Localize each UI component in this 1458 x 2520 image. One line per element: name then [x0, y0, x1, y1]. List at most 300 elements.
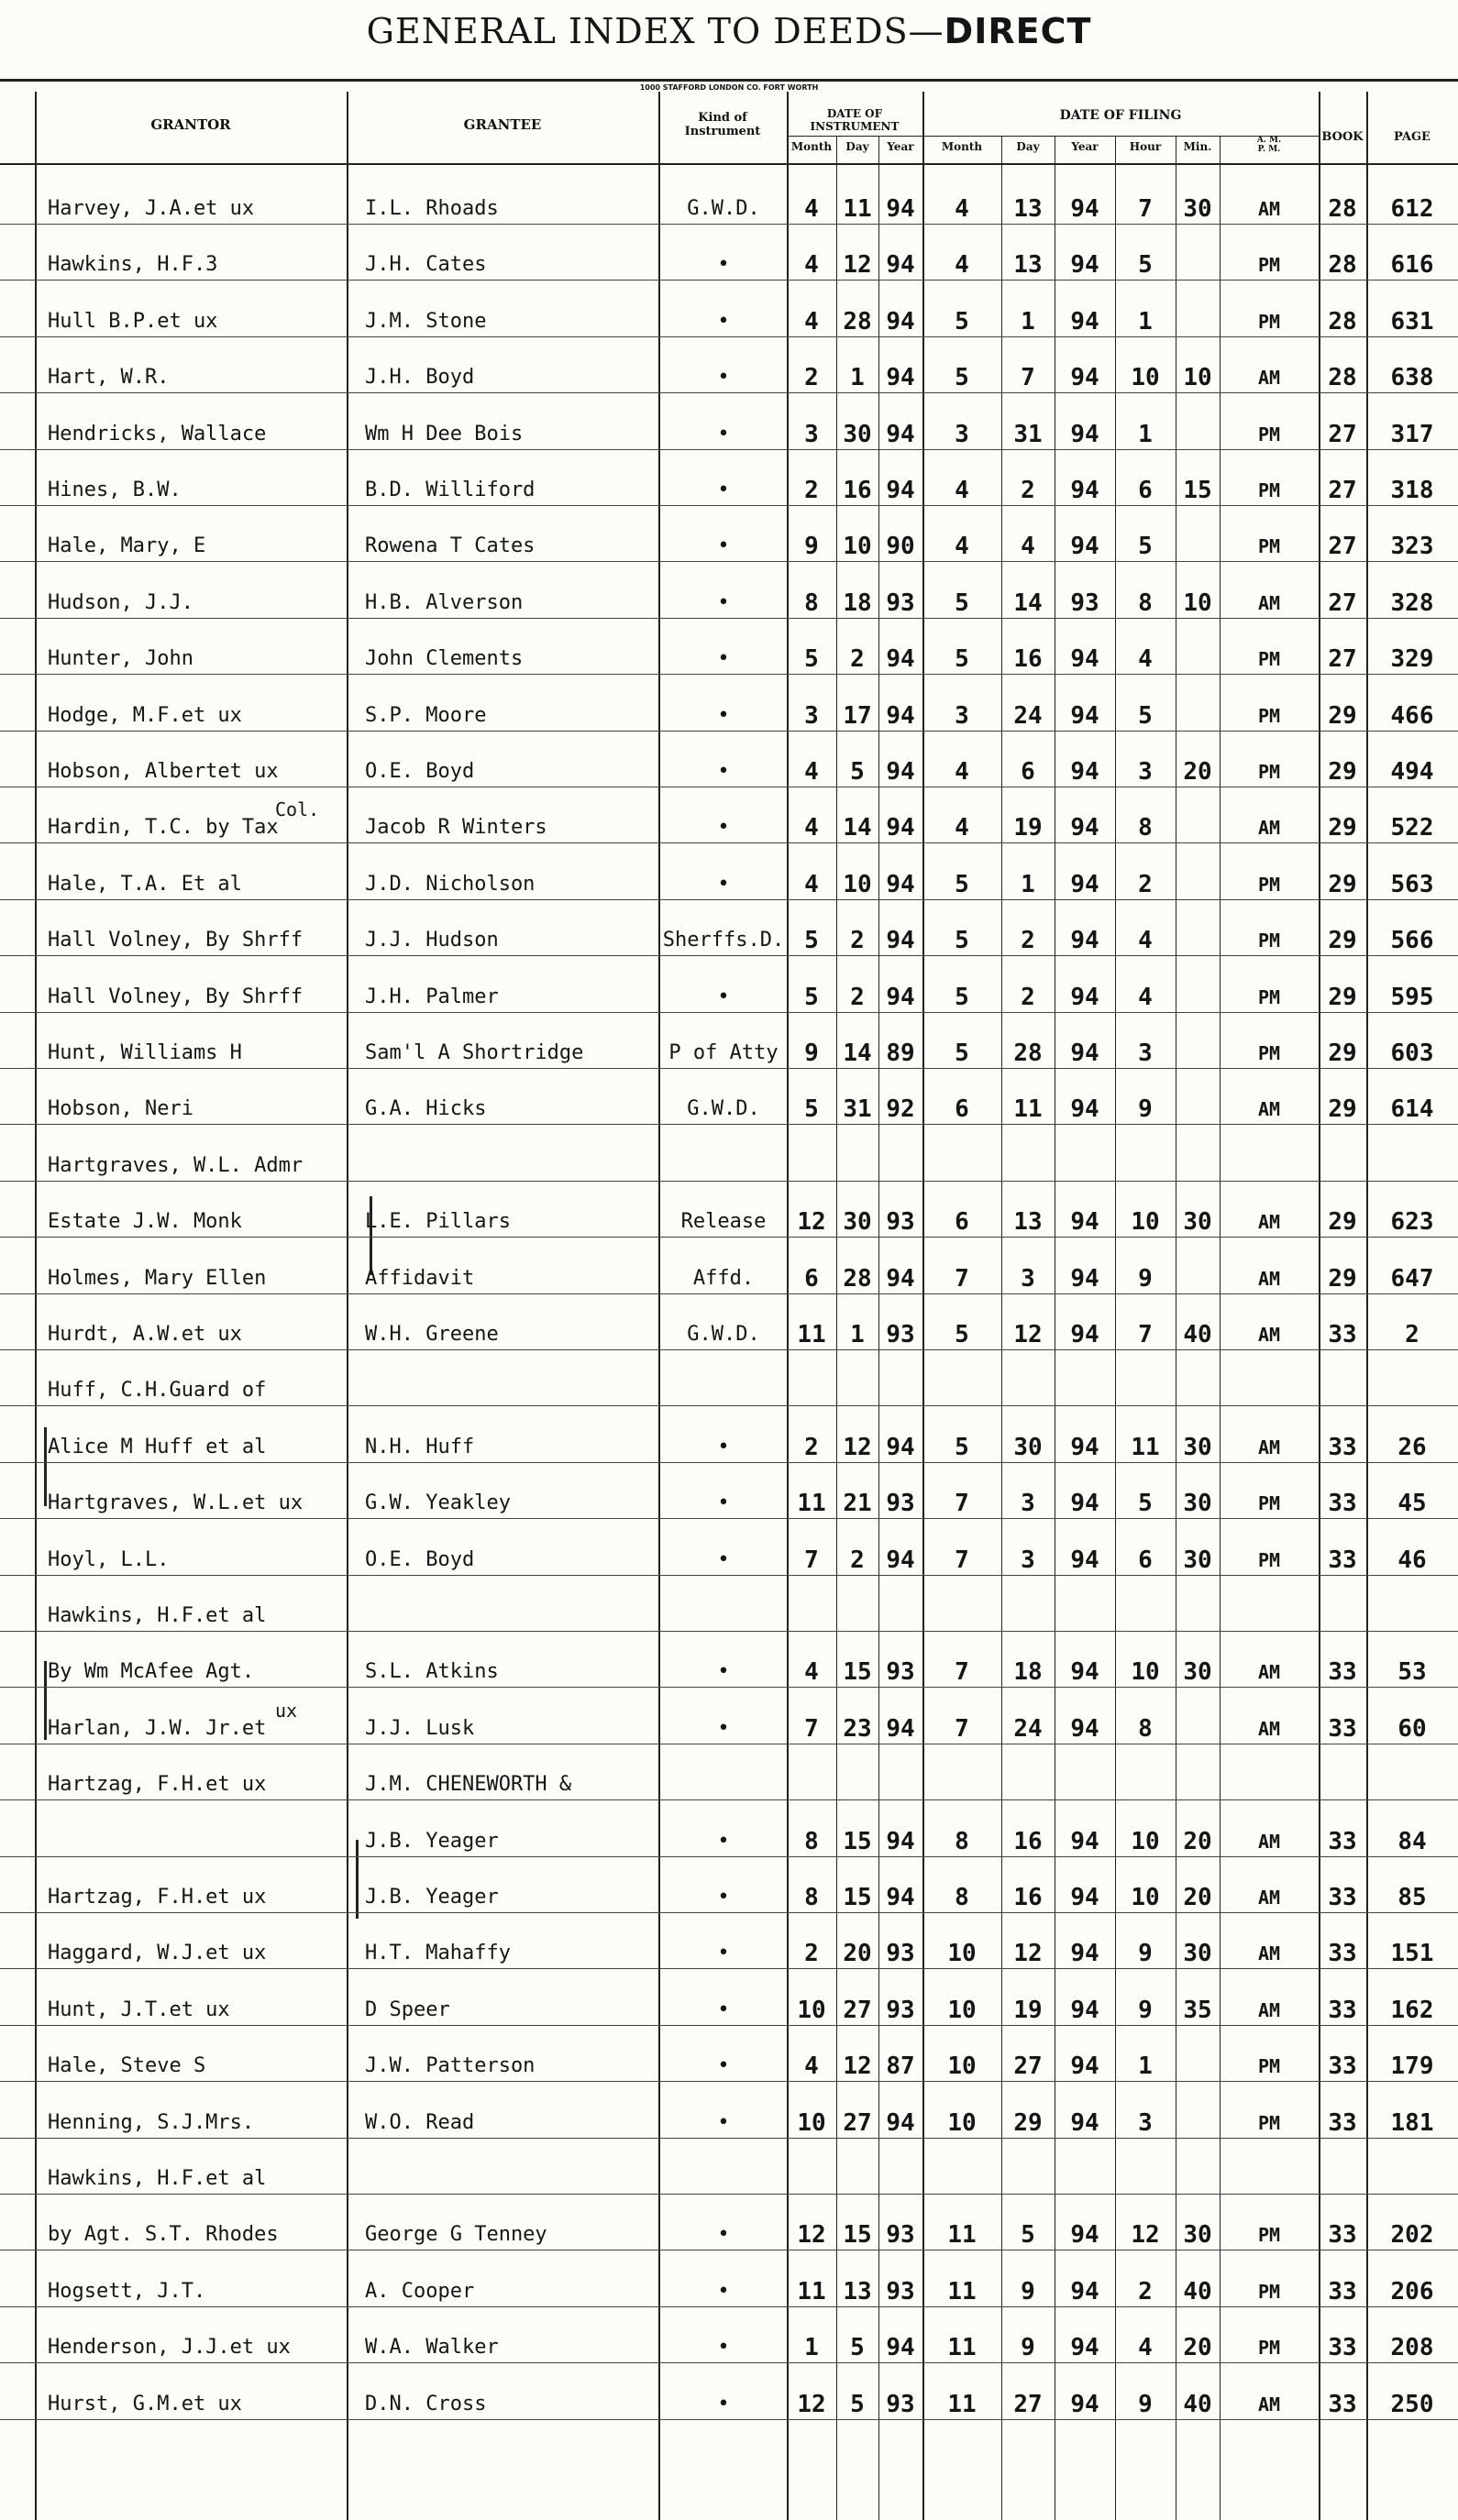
grantee-cell: J.D. Nicholson [365, 872, 536, 896]
grantee-cell: O.E. Boyd [365, 1547, 475, 1571]
table-row [0, 699, 1458, 736]
grantee-cell: J.M. CHENEWORTH & [365, 1773, 572, 1797]
instrument-month-cell: 8 [804, 589, 819, 617]
ampm-cell: PM [1257, 2280, 1281, 2303]
filing-hour-cell: 1 [1138, 307, 1153, 336]
grantee-rule [658, 92, 660, 2520]
instrument-year-cell: 94 [886, 1264, 915, 1293]
row-rule [0, 2025, 1458, 2026]
filing-day-cell: 2 [1021, 927, 1035, 955]
grantor-cell: Hendricks, Wallace [48, 422, 267, 446]
table-row [0, 2331, 1458, 2368]
filing-year-cell: 94 [1070, 983, 1099, 1011]
filing-hour-cell: 3 [1138, 2108, 1153, 2137]
grantor-cell: Hunt, J.T.et ux [48, 1997, 230, 2021]
ampm-cell: PM [1257, 1492, 1281, 1515]
ampm-cell: AM [1257, 1211, 1281, 1234]
instrument-day-cell: 23 [843, 1714, 872, 1743]
book-cell: 33 [1328, 1658, 1357, 1687]
page-cell: 181 [1390, 2108, 1434, 2137]
ampm-header [1220, 136, 1319, 155]
filing-month-cell: 5 [955, 1321, 969, 1348]
filing-year-cell: 94 [1070, 364, 1099, 392]
instrument-kind-cell: Affd. [692, 1266, 755, 1290]
page-cell: 323 [1390, 533, 1434, 561]
filing-day-cell: 29 [1013, 2108, 1043, 2137]
instrument-year-cell: 90 [886, 533, 915, 561]
filing-hour-cell: 8 [1138, 814, 1153, 842]
grantee-cell: J.H. Palmer [365, 985, 499, 1008]
grantor-cell: Hart, W.R. [48, 366, 170, 390]
filing-month-cell: 7 [955, 1714, 969, 1743]
filing-year-cell: 94 [1070, 1208, 1099, 1237]
filing-day-cell: 19 [1013, 1996, 1043, 2024]
table-row [0, 1150, 1458, 1186]
instrument-day-cell: 13 [843, 2277, 872, 2305]
grantor-cell: Harvey, J.A.et ux [48, 197, 255, 220]
top-border [0, 79, 1458, 82]
grantee-cell: Wm H Dee Bois [365, 422, 524, 446]
instrument-day-cell: 12 [843, 1433, 872, 1461]
filing-month-cell: 11 [947, 2221, 977, 2250]
ampm-cell: PM [1257, 310, 1281, 333]
instrument-year-cell: 94 [886, 983, 915, 1011]
book-cell: 28 [1328, 307, 1357, 336]
instrument-month-cell: 10 [797, 2108, 826, 2137]
row-rule [0, 1518, 1458, 1519]
row-rule [0, 1237, 1458, 1238]
filing-month-cell: 5 [955, 1040, 969, 1067]
instrument-month-cell: 7 [804, 1546, 819, 1574]
ampm-rule [1319, 92, 1320, 2520]
page-cell: 60 [1397, 1714, 1427, 1743]
grantee-cell: J.B. Yeager [365, 1829, 499, 1853]
instrument-kind-cell: • [717, 422, 730, 446]
instrument-year-cell: 94 [886, 1546, 915, 1574]
table-row [0, 2275, 1458, 2312]
instrument-year-cell: 94 [886, 1884, 915, 1911]
filing-month-cell: 10 [947, 2108, 977, 2137]
book-cell: 33 [1328, 2108, 1357, 2137]
page-cell: 26 [1397, 1433, 1427, 1461]
ampm-cell: PM [1257, 2111, 1281, 2134]
filing-month-cell: 10 [947, 2052, 977, 2081]
filing-minute-cell: 30 [1183, 1546, 1212, 1574]
ampm-cell: PM [1257, 648, 1281, 671]
filing-day-cell: 13 [1013, 195, 1043, 223]
filing-month-cell: 4 [955, 814, 969, 842]
table-row [0, 924, 1458, 961]
filing-month-cell: 4 [955, 533, 969, 561]
filing-month-cell: 6 [955, 1095, 969, 1124]
ampm-cell: AM [1257, 591, 1281, 614]
filing-hour-cell: 10 [1131, 1208, 1160, 1237]
grantor-cell: Hale, Mary, E [48, 534, 206, 558]
instrument-month-cell: 2 [804, 1433, 819, 1461]
filing-month-cell: 6 [955, 1208, 969, 1237]
filing-day-cell: 19 [1013, 814, 1043, 842]
table-row [0, 798, 1458, 848]
grantor-cell: Hale, T.A. Et al [48, 872, 242, 896]
grantee-cell: W.H. Greene [365, 1323, 499, 1346]
filing-year-cell: 94 [1070, 1658, 1099, 1687]
grantee-cell: Affidavit [365, 1266, 475, 1290]
page-cell: 647 [1390, 1264, 1434, 1293]
instrument-year-cell: 93 [886, 1321, 915, 1348]
row-rule [0, 955, 1458, 956]
grantee-cell: A. Cooper [365, 2279, 475, 2303]
row-rule [0, 899, 1458, 900]
grantor-header: GRANTOR [150, 116, 231, 133]
filing-year-cell: 94 [1070, 814, 1099, 842]
filing-hour-cell: 3 [1138, 1040, 1153, 1067]
book-cell: 29 [1328, 870, 1357, 898]
filing-day-cell: 12 [1013, 1321, 1043, 1348]
kind-header-line2: Instrument [684, 124, 761, 138]
filing-month-cell: 5 [955, 927, 969, 955]
ampm-cell: AM [1257, 1830, 1281, 1853]
page-cell: 566 [1390, 927, 1434, 955]
instrument-month-cell: 2 [804, 364, 819, 392]
filing-hour-cell: 2 [1138, 870, 1153, 898]
table-row [0, 193, 1458, 229]
instrument-kind-cell: • [717, 985, 730, 1008]
filing-month-cell: 10 [947, 1940, 977, 1968]
instrument-day-cell: 15 [843, 1827, 872, 1855]
filing-month-cell: 5 [955, 307, 969, 336]
page-cell: 45 [1397, 1490, 1427, 1518]
table-row [0, 474, 1458, 511]
instrument-day-cell: 10 [843, 533, 872, 561]
book-cell: 33 [1328, 1714, 1357, 1743]
filing-year-cell: 94 [1070, 533, 1099, 561]
table-row [0, 1037, 1458, 1073]
grantee-cell: J.H. Cates [365, 253, 487, 277]
filing-hour-cell: 5 [1138, 533, 1153, 561]
instrument-month-cell: 3 [804, 701, 819, 730]
kind-header [658, 112, 787, 139]
instrument-kind-cell: • [717, 703, 730, 727]
table-row [0, 2218, 1458, 2255]
grantee-cell: J.H. Boyd [365, 366, 475, 390]
filing-hour-cell: 4 [1138, 2334, 1153, 2362]
filing-hour-cell: 4 [1138, 983, 1153, 1011]
instrument-kind-cell: • [717, 2336, 730, 2360]
filing-year-cell: 93 [1070, 589, 1099, 617]
table-row [0, 2162, 1458, 2199]
filing-year-cell: 94 [1070, 1714, 1099, 1743]
grantor-cell: Hunter, John [48, 647, 193, 671]
grantee-cell: J.M. Stone [365, 309, 487, 333]
grantor-cell: Hurst, G.M.et ux [48, 2392, 242, 2415]
table-row [0, 755, 1458, 792]
instrument-year-cell: 94 [886, 1714, 915, 1743]
instrument-kind-cell: • [717, 760, 730, 783]
filing-minute-cell: 40 [1183, 2277, 1212, 2305]
ampm-cell: PM [1257, 2337, 1281, 2360]
instrument-kind-cell: • [717, 1491, 730, 1515]
instrument-kind-cell: • [717, 1886, 730, 1909]
filing-month-cell: 7 [955, 1490, 969, 1518]
filing-day-cell: 16 [1013, 645, 1043, 674]
filing-hour-cell: 5 [1138, 701, 1153, 730]
book-cell: 33 [1328, 2277, 1357, 2305]
grantee-cell: Rowena T Cates [365, 534, 536, 558]
instrument-kind-cell: • [717, 647, 730, 671]
filing-hour-cell: 1 [1138, 2052, 1153, 2081]
filing-year-cell: 94 [1070, 1095, 1099, 1124]
book-cell: 29 [1328, 701, 1357, 730]
filing-month-cell: 10 [947, 1996, 977, 2024]
filing-month-cell: 7 [955, 1546, 969, 1574]
filing-hour-cell: 6 [1138, 1546, 1153, 1574]
instrument-day-cell: 27 [843, 2108, 872, 2137]
page-cell: 603 [1390, 1040, 1434, 1067]
page-cell: 631 [1390, 307, 1434, 336]
filing-hour-cell: 8 [1138, 589, 1153, 617]
filing-year-cell: 94 [1070, 307, 1099, 336]
grantee-cell: J.W. Patterson [365, 2054, 536, 2078]
grantee-cell: W.A. Walker [365, 2336, 499, 2360]
grantee-cell: S.L. Atkins [365, 1660, 499, 1684]
instrument-year-cell: 93 [886, 1996, 915, 2024]
grantor-cell: Henning, S.J.Mrs. [48, 2110, 255, 2134]
instrument-year-cell: 92 [886, 1095, 915, 1124]
instrument-year-cell: 94 [886, 758, 915, 786]
grantor-cell: Hoyl, L.L. [48, 1547, 170, 1571]
instrument-day-cell: 18 [843, 589, 872, 617]
ampm-cell: PM [1257, 873, 1281, 896]
grantor-annotation: Col. [275, 798, 320, 821]
filing-day-cell: 24 [1013, 701, 1043, 730]
instrument-day-cell: 14 [843, 814, 872, 842]
book-cell: 33 [1328, 1321, 1357, 1348]
filing-day-cell: 16 [1013, 1827, 1043, 1855]
row-rule [0, 1181, 1458, 1182]
row-rule [0, 2306, 1458, 2307]
row-rule [0, 1349, 1458, 1350]
instrument-month-cell: 4 [804, 195, 819, 223]
filing-hour-cell: 3 [1138, 758, 1153, 786]
row-rule [0, 2362, 1458, 2363]
instrument-kind-cell: • [717, 1716, 730, 1740]
filing-minute-cell: 20 [1183, 758, 1212, 786]
book-cell: 33 [1328, 1546, 1357, 1574]
row-rule [0, 2419, 1458, 2420]
filing-minute-cell: 15 [1183, 477, 1212, 504]
table-row [0, 868, 1458, 905]
book-cell: 27 [1328, 420, 1357, 448]
row-rule [0, 1631, 1458, 1632]
page-cell: 53 [1397, 1658, 1427, 1687]
filing-day-cell: 27 [1013, 2052, 1043, 2081]
instrument-year-cell: 94 [886, 364, 915, 392]
ampm-cell: PM [1257, 535, 1281, 558]
row-rule [0, 2081, 1458, 2082]
instrument-year-cell: 93 [886, 2277, 915, 2305]
grantor-cell: Hale, Steve S [48, 2054, 206, 2078]
table-row [0, 1600, 1458, 1636]
instrument-kind-cell: • [717, 479, 730, 501]
instrument-kind-cell: • [717, 2223, 730, 2247]
grantee-cell: L.E. Pillars [365, 1210, 511, 1234]
table-row [0, 1768, 1458, 1805]
filing-hour-cell: 12 [1131, 2221, 1160, 2250]
row-rule [0, 1293, 1458, 1294]
grantor-rule [347, 92, 348, 2520]
grantee-cell: George G Tenney [365, 2223, 547, 2247]
table-row [0, 1318, 1458, 1355]
table-row [0, 305, 1458, 342]
page-cell: 208 [1390, 2334, 1434, 2362]
instrument-day-cell: 15 [843, 1658, 872, 1687]
filing-month-cell: 4 [955, 251, 969, 280]
row-rule [0, 2194, 1458, 2195]
filing-day-cell: 9 [1021, 2277, 1035, 2305]
page-cell: 317 [1390, 420, 1434, 448]
instrument-month-cell: 3 [804, 420, 819, 448]
date-filing-header: DATE OF FILING [1059, 108, 1182, 123]
book-rule [1366, 92, 1368, 2520]
ampm-cell: AM [1257, 1436, 1281, 1458]
filing-hour-cell: 4 [1138, 645, 1153, 674]
instrument-day-cell: 21 [843, 1490, 872, 1518]
row-rule [0, 1405, 1458, 1406]
filing-day-cell: 28 [1013, 1040, 1043, 1067]
instrument-day-cell: 2 [850, 983, 865, 1011]
filing-month-cell: 5 [955, 983, 969, 1011]
instrument-month-cell: 5 [804, 927, 819, 955]
grantor-cell: Hartzag, F.H.et ux [48, 1773, 267, 1797]
filing-hour-cell: 6 [1138, 477, 1153, 504]
grantee-cell: W.O. Read [365, 2110, 475, 2134]
filing-month-cell: 7 [955, 1658, 969, 1687]
instrument-kind-cell: • [717, 2279, 730, 2303]
ampm-cell: AM [1257, 1942, 1281, 1965]
page-header: PAGE [1394, 130, 1430, 144]
page-cell: 179 [1390, 2052, 1434, 2081]
book-cell: 27 [1328, 533, 1357, 561]
instrument-year-cell: 94 [886, 307, 915, 336]
ampm-cell: PM [1257, 423, 1281, 446]
grantor-cell: Hartgraves, W.L.et ux [48, 1491, 304, 1515]
book-cell: 33 [1328, 2052, 1357, 2081]
instrument-month-cell: 4 [804, 1658, 819, 1687]
filing-day-cell: 6 [1021, 758, 1035, 786]
instrument-month-cell: 2 [804, 477, 819, 504]
grantee-cell: I.L. Rhoads [365, 197, 499, 220]
instrument-day-cell: 10 [843, 870, 872, 898]
row-rule [0, 561, 1458, 562]
book-cell: 28 [1328, 195, 1357, 223]
grantor-cell: Hartgraves, W.L. Admr [48, 1153, 304, 1177]
page-cell: 494 [1390, 758, 1434, 786]
instrument-day-cell: 28 [843, 1264, 872, 1293]
book-cell: 33 [1328, 1433, 1357, 1461]
row-rule [0, 731, 1458, 732]
table-row [0, 1881, 1458, 1918]
filing-hour-cell: 9 [1138, 1940, 1153, 1968]
grantee-cell: B.D. Williford [365, 479, 536, 501]
instrument-day-cell: 14 [843, 1040, 872, 1067]
grantor-cell: Hunt, Williams H [48, 1041, 242, 1064]
table-row [0, 2050, 1458, 2086]
instrument-month-cell: 6 [804, 1264, 819, 1293]
row-rule [0, 1124, 1458, 1125]
row-rule [0, 1968, 1458, 1969]
instrument-kind-cell: • [717, 2392, 730, 2415]
filing-month-cell: 3 [955, 701, 969, 730]
page-cell: 466 [1390, 701, 1434, 730]
table-row [0, 587, 1458, 623]
row-rule [0, 1012, 1458, 1013]
instrument-day-cell: 1 [850, 364, 865, 392]
row-rule [0, 392, 1458, 393]
instrument-kind-cell: Release [680, 1210, 767, 1234]
grantee-cell: Sam'l A Shortridge [365, 1041, 584, 1064]
book-cell: 33 [1328, 2221, 1357, 2250]
instrument-month-cell: 8 [804, 1827, 819, 1855]
instrument-kind-cell: • [717, 253, 730, 277]
title-bold: DIRECT [944, 11, 1092, 51]
filing-minute-cell: 10 [1183, 364, 1212, 392]
instrument-day-cell: 30 [843, 420, 872, 448]
book-cell: 29 [1328, 983, 1357, 1011]
grantor-annotation: ux [275, 1699, 298, 1722]
filing-minute-cell: 30 [1183, 1940, 1212, 1968]
filing-hour-cell: 9 [1138, 1264, 1153, 1293]
instrument-year-cell: 93 [886, 1658, 915, 1687]
filing-year-cell: 94 [1070, 1827, 1099, 1855]
filing-year-cell: 94 [1070, 2334, 1099, 2362]
table-row [0, 361, 1458, 398]
instrument-year-cell: 94 [886, 1433, 915, 1461]
filing-month-cell: 5 [955, 645, 969, 674]
instrument-year-cell: 94 [886, 2334, 915, 2362]
book-header: BOOK [1321, 130, 1364, 144]
grantor-cell: Hurdt, A.W.et ux [48, 1323, 242, 1346]
instrument-kind-cell: G.W.D. [687, 1097, 760, 1121]
instrument-year-cell: 94 [886, 477, 915, 504]
page-cell: 595 [1390, 983, 1434, 1011]
instrument-kind-cell: • [717, 366, 730, 390]
filing-day-cell: 31 [1013, 420, 1043, 448]
row-rule [0, 1856, 1458, 1857]
table-row [0, 1205, 1458, 1242]
table-row [0, 1825, 1458, 1862]
grantor-cell: Alice M Huff et al [48, 1435, 267, 1458]
filing-day-cell: 3 [1021, 1490, 1035, 1518]
instrument-day-cell: 15 [843, 1884, 872, 1911]
instrument-month-cell: 4 [804, 2052, 819, 2081]
grantee-cell: J.J. Lusk [365, 1716, 475, 1740]
book-cell: 29 [1328, 758, 1357, 786]
page-cell: 318 [1390, 477, 1434, 504]
filing-hour-cell: 5 [1138, 251, 1153, 280]
grantor-cell: Hogsett, J.T. [48, 2279, 206, 2303]
ampm-cell: PM [1257, 2224, 1281, 2247]
book-cell: 29 [1328, 927, 1357, 955]
filing-month-cell: 7 [955, 1264, 969, 1293]
instrument-year-cell: 93 [886, 1940, 915, 1968]
book-cell: 33 [1328, 1827, 1357, 1855]
ampm-cell: AM [1257, 1998, 1281, 2021]
row-rule [0, 1575, 1458, 1576]
filing-day-cell: 2 [1021, 477, 1035, 504]
ampm-cell: PM [1257, 930, 1281, 952]
filing-year-cell: 94 [1070, 1040, 1099, 1067]
filing-day-cell: 3 [1021, 1264, 1035, 1293]
